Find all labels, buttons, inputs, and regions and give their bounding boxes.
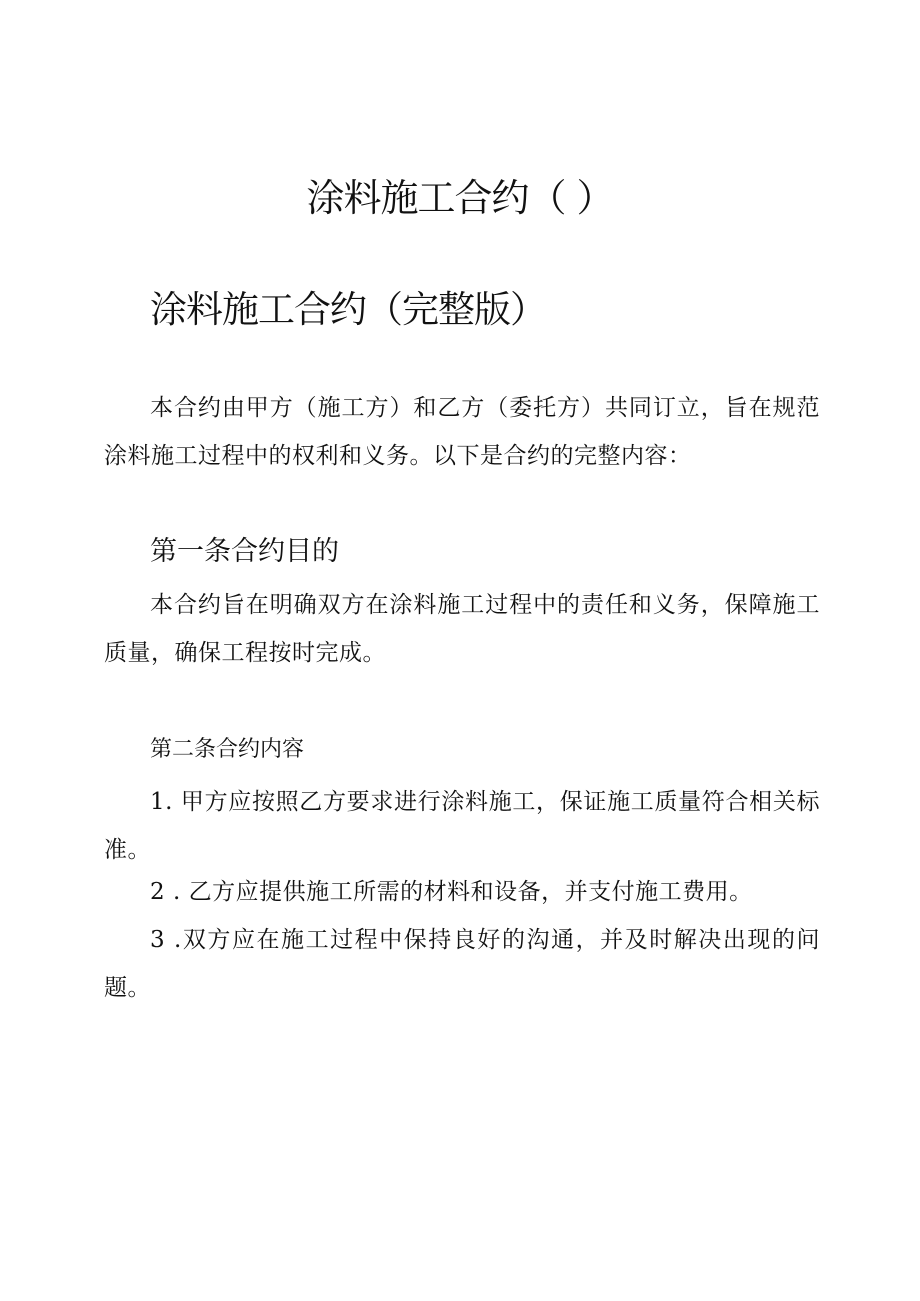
intro-paragraph: 本合约由甲方（施工方）和乙方（委托方）共同订立，旨在规范涂料施工过程中的权利和义务。以下是合约的完整内容：: [104, 395, 820, 469]
document-subtitle: 涂料施工合约（完整版）: [150, 288, 546, 331]
section1-heading: 第一条合约目的: [150, 536, 339, 567]
section2-item-1: 1. 甲方应按照乙方要求进行涂料施工，保证施工质量符合相关标准。: [104, 789, 820, 863]
section2-item-2: 2 . 乙方应提供施工所需的材料和设备，并支付施工费用。: [150, 879, 753, 905]
section2-item-3: 3 .双方应在施工过程中保持良好的沟通，并及时解决出现的问题。: [104, 927, 820, 1001]
document-title: 涂料施工合约（ ）: [306, 176, 614, 220]
section1-paragraph: 本合约旨在明确双方在涂料施工过程中的责任和义务，保障施工质量，确保工程按时完成。: [104, 592, 820, 666]
section2-heading: 第二条合约内容: [150, 737, 305, 762]
